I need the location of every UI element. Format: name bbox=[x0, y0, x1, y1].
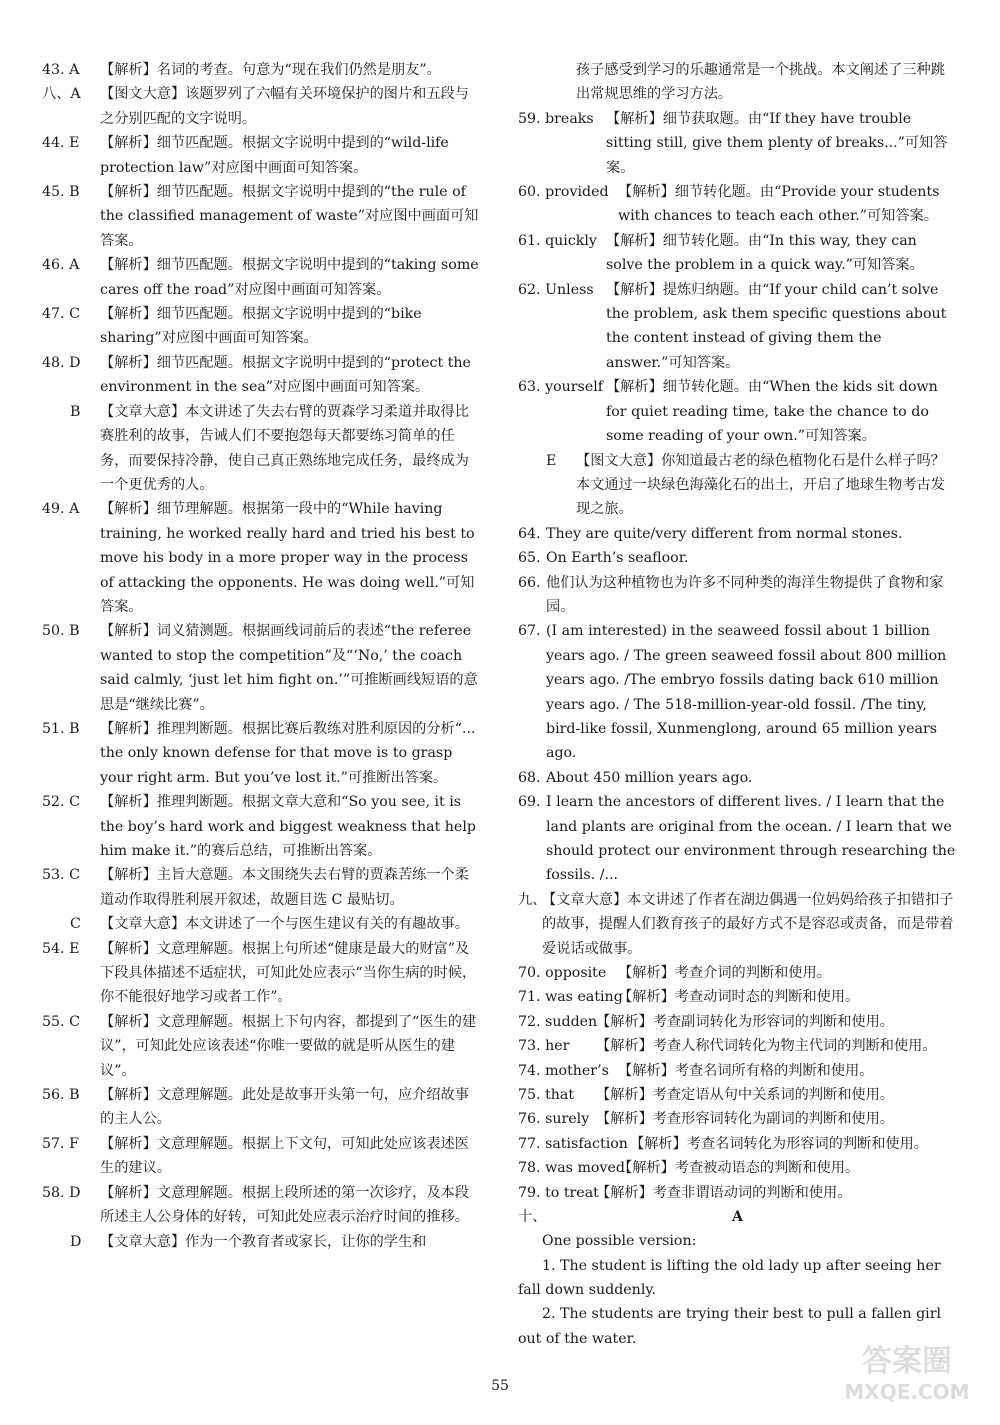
question-number: 58. D bbox=[42, 1184, 81, 1201]
watermark-top-text: 答案圈 bbox=[862, 1344, 952, 1379]
short-answer bbox=[518, 790, 958, 888]
question-number: 69. bbox=[518, 794, 541, 811]
answer-entry bbox=[42, 351, 482, 400]
explanation-text: 【解析】文意理解题。此处是故事开头第一句，应介绍故事的主人公。 bbox=[100, 1087, 469, 1128]
short-answer bbox=[518, 619, 958, 765]
answer-entry bbox=[42, 1181, 482, 1230]
answer-entry bbox=[42, 1132, 482, 1181]
question-number: 67. bbox=[518, 623, 541, 640]
question-number: 54. E bbox=[42, 940, 80, 957]
answer-entry bbox=[518, 375, 958, 448]
essay-paragraph: 1. The student is lifting the old lady up after seeing her fall down suddenly. bbox=[518, 1257, 941, 1298]
answer-entry bbox=[42, 937, 482, 1010]
question-number: 55. C bbox=[42, 1013, 80, 1030]
explanation-text: 【解析】细节转化题。由“In this way, they can solve the problem in a quick way.”可知答案。 bbox=[606, 232, 924, 274]
explanation-text: 【解析】细节匹配题。根据文字说明中提到的“wild-life protection law”对应图中画面可知答案。 bbox=[100, 135, 449, 176]
question-number: 77. satisfaction bbox=[518, 1135, 628, 1152]
answer-text: 他们认为这种植物也为许多不同种类的海洋生物提供了食物和家园。 bbox=[546, 574, 944, 615]
answer-entry bbox=[518, 1132, 958, 1156]
answer-entry bbox=[42, 497, 482, 619]
question-number: 74. mother’s bbox=[518, 1062, 609, 1079]
question-number: 48. D bbox=[42, 354, 81, 371]
explanation-text: 【文章大意】本文讲述了作者在湖边偶遇一位妈妈给孩子扣错扣子的故事，提醒人们教育孩子的最好方式不是容忍或责备，而是带着爱说话或做事。 bbox=[542, 891, 954, 957]
short-answer bbox=[518, 766, 958, 790]
answer-entry bbox=[42, 790, 482, 863]
right-entries bbox=[518, 58, 958, 1205]
question-number: 49. A bbox=[42, 501, 80, 518]
answer-entry bbox=[42, 82, 482, 131]
explanation-text: 【解析】文意理解题。根据上下文句，可知此处应该表述医生的建议。 bbox=[100, 1135, 469, 1177]
explanation-text: 【图文大意】该题罗列了六幅有关环境保护的图片和五段与之分别匹配的文字说明。 bbox=[100, 86, 469, 127]
answer-entry bbox=[518, 180, 958, 229]
short-answer bbox=[518, 522, 958, 546]
answer-entry bbox=[42, 717, 482, 790]
watermark-bottom-text: MXQE.COM bbox=[844, 1380, 970, 1404]
answer-entry bbox=[518, 1181, 958, 1205]
explanation-text: 【解析】主旨大意题。本文围绕失去右臂的贾森苦练一个柔道动作取得胜利展开叙述，故题目选 C 最贴切。 bbox=[100, 867, 469, 908]
question-number: 65. bbox=[518, 550, 541, 567]
explanation-text: 【解析】细节匹配题。根据文字说明中提到的“taking some cares off the road”对应图中画面可知答案。 bbox=[100, 257, 479, 298]
explanation-text: 【解析】考查形容词转化为副词的判断和使用。 bbox=[596, 1111, 894, 1128]
left-entries bbox=[42, 58, 482, 1254]
question-number: C bbox=[70, 916, 81, 933]
explanation-text: 【解析】细节匹配题。根据文字说明中提到的“bike sharing”对应图中画面可知答案。 bbox=[100, 306, 422, 347]
question-number: 45. B bbox=[42, 184, 80, 201]
explanation-text: 【图文大意】你知道最古老的绿色植物化石是什么样子吗？本文通过一块绿色海藻化石的出土，开启了地球生物考古发现之旅。 bbox=[576, 452, 945, 518]
question-number: 56. B bbox=[42, 1087, 80, 1104]
explanation-text: 【解析】文意理解题。根据上下句内容，都提到了“医生的建议”，可知此处应该表述“你唯一要做的就是听从医生的建议”。 bbox=[100, 1013, 477, 1079]
essay-section-number: 十、 bbox=[518, 1209, 547, 1226]
explanation-text: 【解析】考查定语从句中关系词的判断和使用。 bbox=[596, 1087, 894, 1104]
question-number: 71. was eating bbox=[518, 989, 623, 1006]
explanation-text: 【解析】考查动词时态的判断和使用。 bbox=[618, 989, 860, 1006]
passage-summary-continued bbox=[518, 58, 958, 107]
answer-entry bbox=[42, 1010, 482, 1083]
explanation-text: 孩子感受到学习的乐趣通常是一个挑战。本文阐述了三种跳出常规思维的学习方法。 bbox=[576, 62, 945, 103]
watermark-logo bbox=[832, 1337, 982, 1407]
answer-entry bbox=[518, 107, 958, 180]
explanation-text: 【解析】文意理解题。根据上句所述“健康是最大的财富”及下段具体描述不适症状，可知此处应表示“当你生病的时候，你不能很好地学习或者工作”。 bbox=[100, 940, 477, 1006]
explanation-text: 【解析】细节获取题。由“If they have trouble sitting still, give them plenty of breaks...”可知答案。 bbox=[606, 110, 948, 176]
question-number: 50. B bbox=[42, 623, 80, 640]
short-answer bbox=[518, 546, 958, 570]
right-column bbox=[518, 58, 958, 1351]
answer-entry bbox=[518, 1083, 958, 1107]
answer-text: They are quite/very different from normal stones. bbox=[546, 525, 903, 542]
answer-entry bbox=[518, 229, 958, 278]
question-number: 47. C bbox=[42, 306, 80, 323]
passage-summary bbox=[518, 449, 958, 522]
question-number: 八、A bbox=[42, 86, 81, 103]
explanation-text: 【文章大意】作为一个教育者或家长，让你的学生和 bbox=[100, 1233, 427, 1250]
question-number: 53. C bbox=[42, 867, 80, 884]
answer-entry bbox=[518, 985, 958, 1009]
passage-summary bbox=[42, 1230, 482, 1254]
answer-entry bbox=[42, 131, 482, 180]
question-number: 46. A bbox=[42, 257, 80, 274]
question-number: 78. was moved bbox=[518, 1160, 625, 1177]
explanation-text: 【解析】文意理解题。根据上段所述的第一次诊疗，及本段所述主人公身体的好转，可知此处应表示治疗时间的推移。 bbox=[100, 1184, 469, 1226]
answer-entry bbox=[42, 302, 482, 351]
answer-entry bbox=[42, 58, 482, 82]
answer-text: (I am interested) in the seaweed fossil about 1 billion years ago. / The green seaweed fossil about 800 million years ago. /The embryo fossils dating back 610 million years ago. / The 518-million-year-old fossil. /The tiny, bird-like fossil, Xunmenglong, around 65 million years ago. bbox=[546, 623, 947, 762]
explanation-text: 【解析】细节匹配题。根据文字说明中提到的“protect the environment in the sea”对应图中画面可知答案。 bbox=[100, 354, 471, 396]
passage-summary bbox=[42, 400, 482, 498]
question-number: 59. breaks bbox=[518, 110, 594, 127]
answer-entry bbox=[518, 1059, 958, 1083]
question-number: 79. to treat bbox=[518, 1184, 599, 1201]
passage-letter: E bbox=[546, 452, 557, 469]
answer-entry bbox=[42, 619, 482, 717]
question-number: 62. Unless bbox=[518, 281, 594, 298]
answer-entry bbox=[42, 253, 482, 302]
question-number: 70. opposite bbox=[518, 965, 607, 982]
explanation-text: 【解析】推理判断题。根据比赛后教练对胜利原因的分析“... the only known defense for that move is to grasp your right arm. But you’ve lost it.”可推断出答案。 bbox=[100, 720, 476, 786]
question-number: 73. her bbox=[518, 1038, 570, 1055]
answer-entry bbox=[518, 1156, 958, 1180]
essay-heading bbox=[518, 1205, 958, 1229]
explanation-text: 【解析】细节匹配题。根据文字说明中提到的“the rule of the classified management of waste”对应图中画面可知答案。 bbox=[100, 184, 479, 249]
explanation-text: 【解析】词义猜测题。根据画线词前后的表述“the referee wanted to stop the competition”及“‘No,’ the coach said calmly, ‘just let him fight on.’”可推断画线短语的意思是“继续比赛”。 bbox=[100, 623, 478, 713]
explanation-text: 【解析】推理判断题。根据文章大意和“So you see, it is the boy’s hard work and biggest weakness that help him make it.”的赛后总结，可推断出答案。 bbox=[100, 794, 476, 859]
question-number: 51. B bbox=[42, 720, 80, 737]
question-number: 76. surely bbox=[518, 1111, 590, 1128]
explanation-text: 【文章大意】本文讲述了一个与医生建议有关的有趣故事。 bbox=[100, 916, 469, 933]
explanation-text: 【解析】考查被动语态的判断和使用。 bbox=[618, 1160, 860, 1177]
explanation-text: 【解析】考查名词所有格的判断和使用。 bbox=[618, 1062, 874, 1079]
passage-summary bbox=[42, 912, 482, 936]
question-number: 43. A bbox=[42, 62, 80, 78]
short-answer bbox=[518, 571, 958, 620]
answer-text: About 450 million years ago. bbox=[546, 769, 753, 786]
answer-text: On Earth’s seafloor. bbox=[546, 550, 689, 567]
answer-entry bbox=[518, 278, 958, 376]
answer-entry bbox=[518, 961, 958, 985]
question-number: 63. yourself bbox=[518, 379, 604, 396]
section-summary bbox=[518, 888, 958, 961]
question-number: 44. E bbox=[42, 135, 80, 152]
answer-entry bbox=[42, 1083, 482, 1132]
explanation-text: 【解析】考查介词的判断和使用。 bbox=[618, 965, 831, 982]
question-number: 75. that bbox=[518, 1087, 575, 1104]
explanation-text: 【解析】考查副词转化为形容词的判断和使用。 bbox=[596, 1013, 894, 1030]
essay-title: A bbox=[732, 1209, 744, 1226]
question-number: 72. sudden bbox=[518, 1013, 598, 1030]
question-number: 61. quickly bbox=[518, 232, 597, 249]
explanation-text: 【解析】考查人称代词转化为物主代词的判断和使用。 bbox=[596, 1038, 937, 1055]
question-number: D bbox=[70, 1233, 82, 1250]
section-number: 九、 bbox=[518, 891, 547, 908]
explanation-text: 【解析】名词的考查。句意为“现在我们仍然是朋友”。 bbox=[100, 62, 441, 78]
explanation-text: 【解析】细节理解题。根据第一段中的“While having training, he worked really hard and tried his best to move his body in a more proper way in the process of attacking the opponents. He was doing well.”可知答案。 bbox=[100, 501, 475, 615]
answer-entry bbox=[518, 1010, 958, 1034]
explanation-text: 【解析】提炼归纳题。由“If your child can’t solve the problem, ask them specific questions about the content instead of giving them the answer.”可知答案。 bbox=[606, 281, 947, 371]
question-number: 64. bbox=[518, 525, 541, 542]
question-number: 52. C bbox=[42, 794, 80, 811]
essay-section bbox=[518, 1205, 958, 1351]
question-number: 57. F bbox=[42, 1135, 79, 1152]
answer-entry bbox=[518, 1107, 958, 1131]
essay-paragraph: 2. The students are trying their best to pull a fallen girl out of the water. bbox=[518, 1306, 942, 1347]
explanation-text: 【解析】考查非谓语动词的判断和使用。 bbox=[596, 1184, 852, 1201]
answer-entry bbox=[42, 863, 482, 912]
explanation-text: 【文章大意】本文讲述了失去右臂的贾森学习柔道并取得比赛胜利的故事，告诫人们不要抱怨每天都要练习简单的任务，而要保持冷静，使自己真正熟练地完成任务，最终成为一个更优秀的人。 bbox=[100, 403, 469, 493]
answer-entry bbox=[42, 180, 482, 253]
explanation-text: 【解析】考查名词转化为形容词的判断和使用。 bbox=[630, 1135, 928, 1152]
answer-text: I learn the ancestors of different lives. / I learn that the land plants are original from the ocean. / I learn that we should protect our environment through researching the fossils. /... bbox=[546, 794, 956, 884]
question-number: 66. bbox=[518, 574, 541, 591]
explanation-text: 【解析】细节转化题。由“When the kids sit down for quiet reading time, take the chance to do some reading of your own.”可知答案。 bbox=[606, 379, 938, 445]
question-number: B bbox=[70, 403, 81, 420]
question-number: 68. bbox=[518, 769, 541, 786]
question-number: 60. provided bbox=[518, 184, 609, 201]
answer-entry bbox=[518, 1034, 958, 1058]
essay-intro: One possible version: bbox=[542, 1233, 697, 1250]
explanation-text: 【解析】细节转化题。由“Provide your students with chances to teach each other.”可知答案。 bbox=[618, 184, 940, 225]
left-column bbox=[42, 58, 482, 1254]
page-number: 55 bbox=[491, 1378, 509, 1394]
